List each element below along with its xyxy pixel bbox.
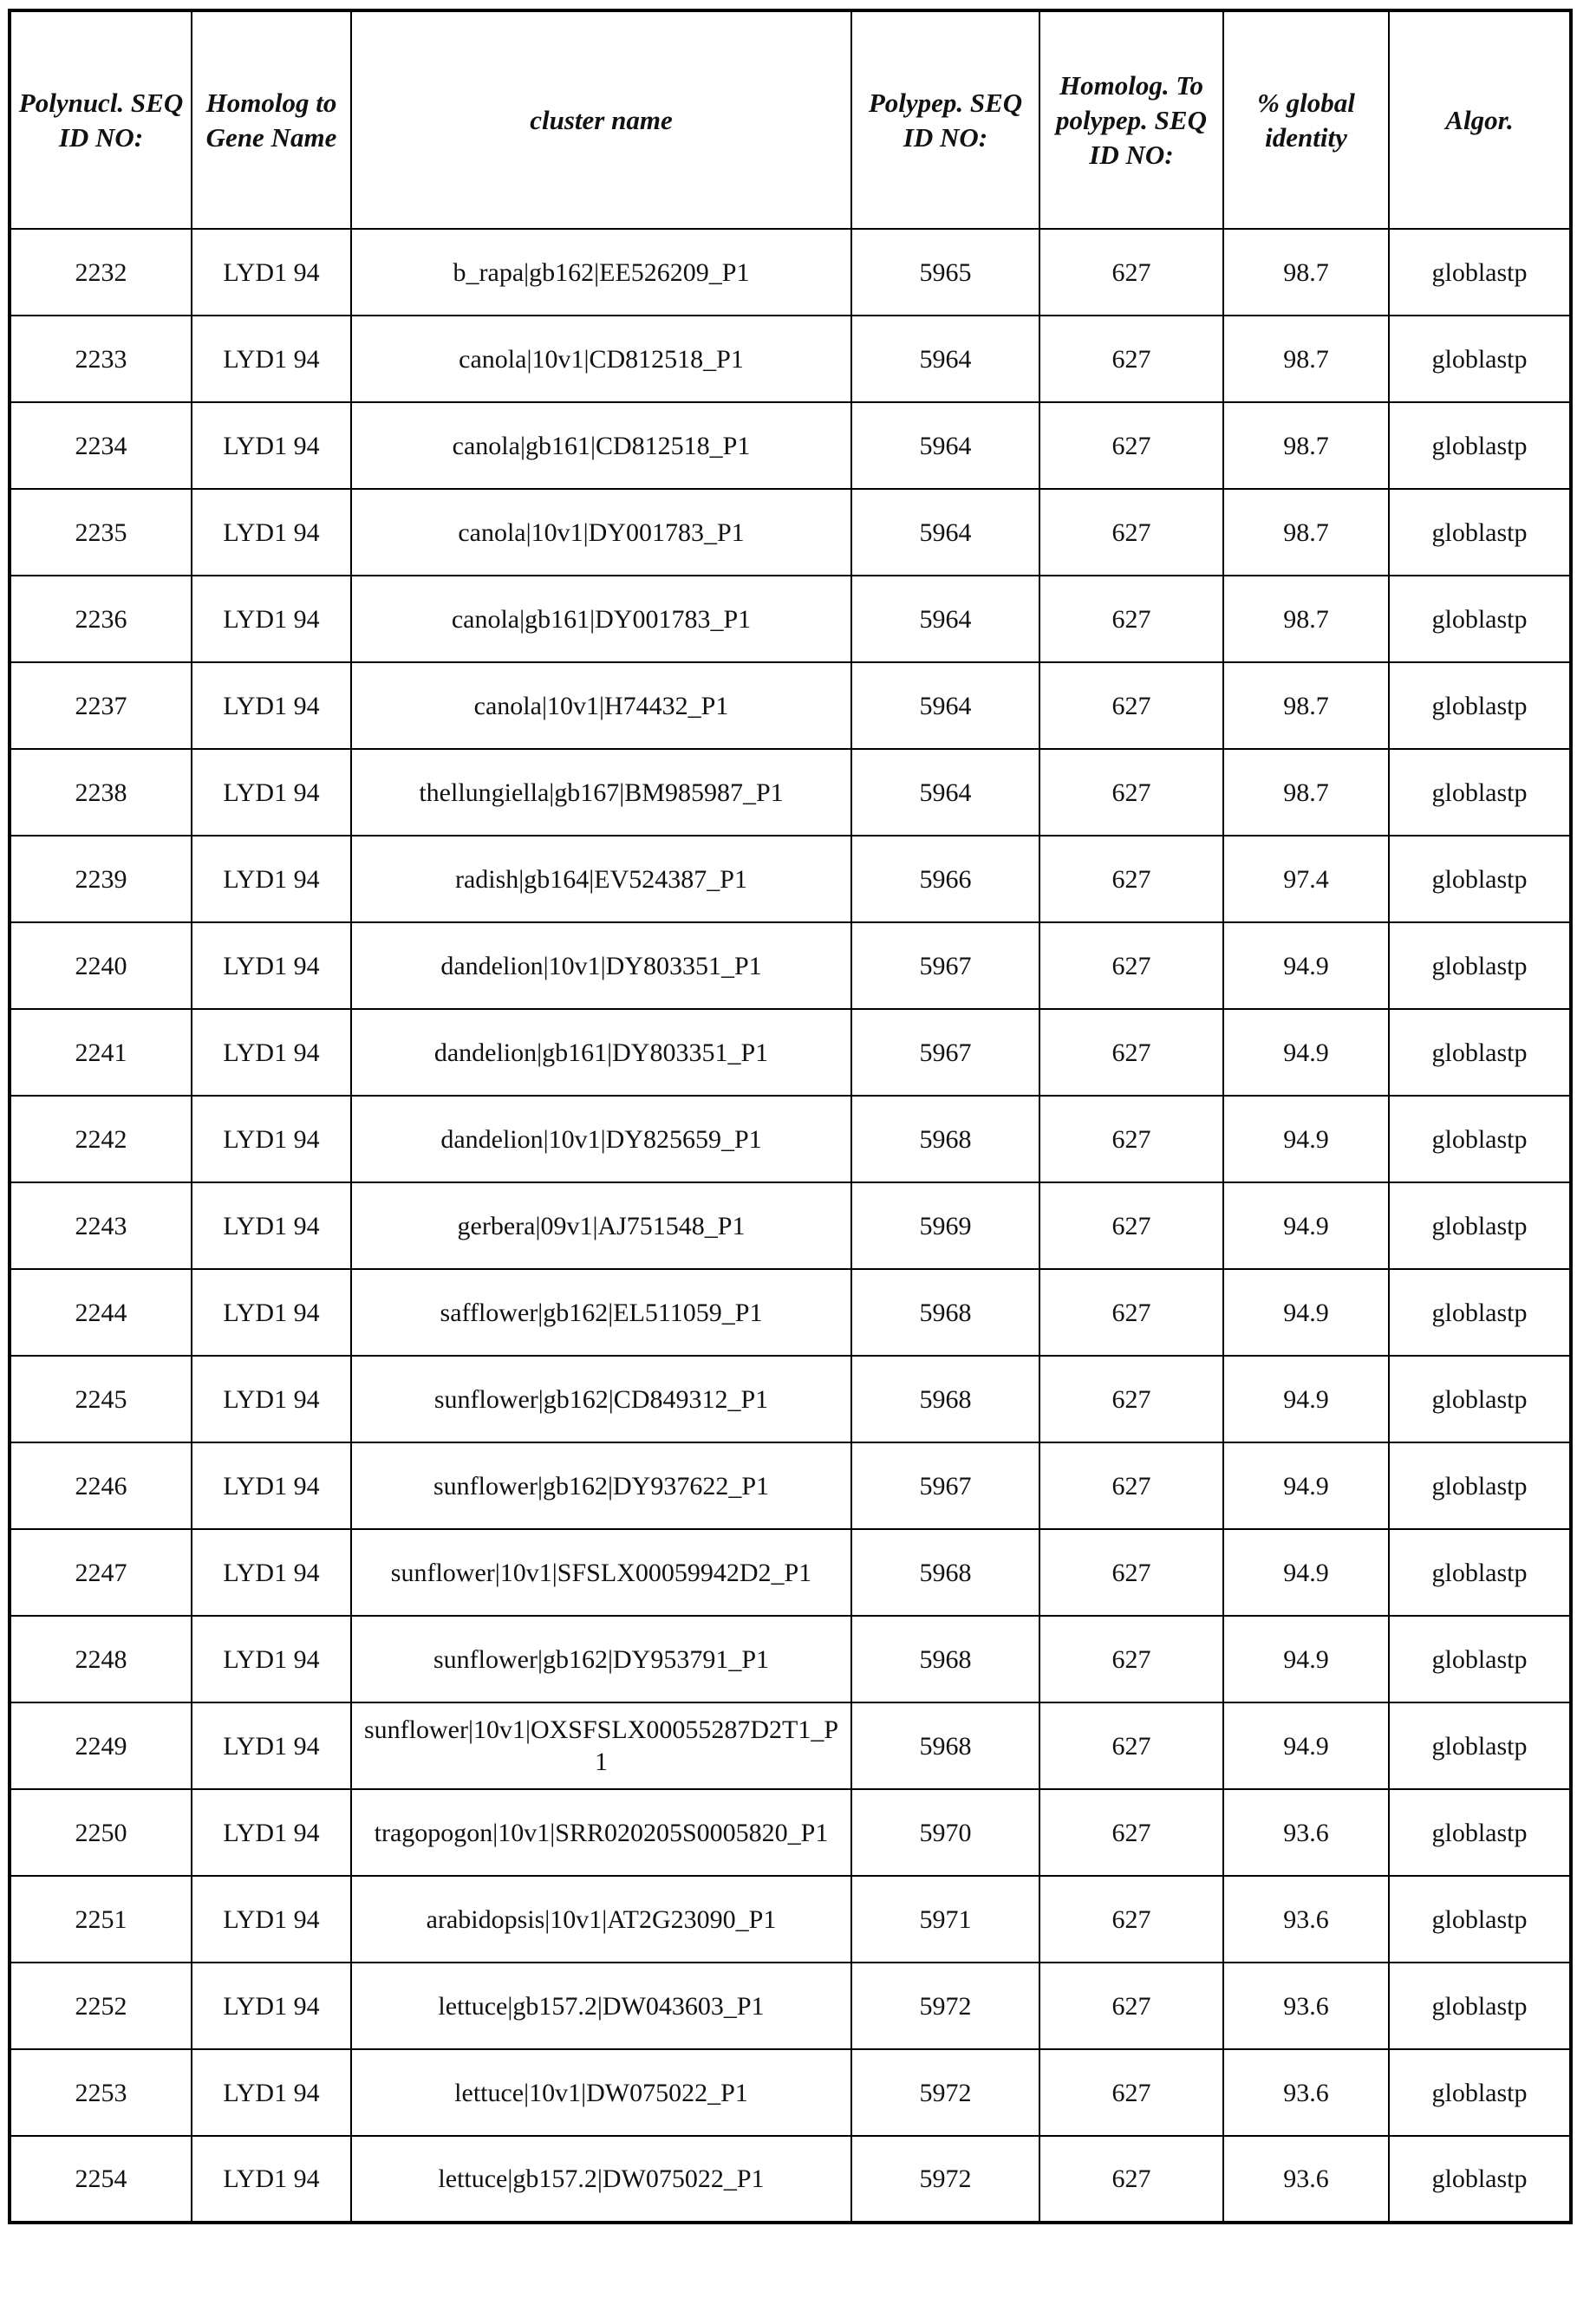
cell-polypep-seq-id: 5967 — [851, 1009, 1039, 1096]
cell-polypep-seq-id: 5972 — [851, 1963, 1039, 2049]
cell-cluster-name: dandelion|10v1|DY803351_P1 — [351, 922, 851, 1009]
cell-polynucl-seq-id: 2253 — [10, 2049, 192, 2136]
cell-algorithm: globlastp — [1389, 1702, 1571, 1789]
cell-gene-name: LYD1 94 — [192, 1182, 351, 1269]
cell-cluster-name: b_rapa|gb162|EE526209_P1 — [351, 229, 851, 316]
cell-global-identity: 93.6 — [1223, 2049, 1389, 2136]
cell-polynucl-seq-id: 2236 — [10, 576, 192, 662]
sequence-homology-table — [8, 9, 1573, 2224]
cell-polypep-seq-id: 5972 — [851, 2136, 1039, 2223]
table-row — [10, 1616, 1571, 1702]
table-row — [10, 1876, 1571, 1963]
table-row — [10, 1182, 1571, 1269]
cell-global-identity: 94.9 — [1223, 1269, 1389, 1356]
cell-algorithm: globlastp — [1389, 229, 1571, 316]
cell-polynucl-seq-id: 2237 — [10, 662, 192, 749]
cell-gene-name: LYD1 94 — [192, 489, 351, 576]
table-header — [10, 10, 1571, 229]
cell-homolog-seq-id: 627 — [1039, 402, 1223, 489]
cell-gene-name: LYD1 94 — [192, 316, 351, 402]
cell-cluster-name: canola|gb161|CD812518_P1 — [351, 402, 851, 489]
cell-polypep-seq-id: 5964 — [851, 489, 1039, 576]
cell-global-identity: 98.7 — [1223, 662, 1389, 749]
cell-cluster-name: thellungiella|gb167|BM985987_P1 — [351, 749, 851, 836]
cell-gene-name: LYD1 94 — [192, 576, 351, 662]
table-row — [10, 836, 1571, 922]
cell-cluster-name: lettuce|gb157.2|DW075022_P1 — [351, 2136, 851, 2223]
cell-polypep-seq-id: 5972 — [851, 2049, 1039, 2136]
cell-algorithm: globlastp — [1389, 2136, 1571, 2223]
col-header-polypep-seq-id: Polypep. SEQ ID NO: — [851, 10, 1039, 229]
cell-gene-name: LYD1 94 — [192, 1096, 351, 1182]
table-row — [10, 1702, 1571, 1789]
cell-polynucl-seq-id: 2240 — [10, 922, 192, 1009]
cell-homolog-seq-id: 627 — [1039, 922, 1223, 1009]
cell-algorithm: globlastp — [1389, 836, 1571, 922]
cell-gene-name: LYD1 94 — [192, 1009, 351, 1096]
cell-homolog-seq-id: 627 — [1039, 1269, 1223, 1356]
cell-polynucl-seq-id: 2232 — [10, 229, 192, 316]
cell-global-identity: 94.9 — [1223, 1182, 1389, 1269]
cell-global-identity: 93.6 — [1223, 2136, 1389, 2223]
cell-polypep-seq-id: 5964 — [851, 662, 1039, 749]
cell-global-identity: 94.9 — [1223, 1616, 1389, 1702]
cell-polypep-seq-id: 5968 — [851, 1529, 1039, 1616]
cell-algorithm: globlastp — [1389, 662, 1571, 749]
cell-algorithm: globlastp — [1389, 1616, 1571, 1702]
table-row — [10, 1442, 1571, 1529]
cell-gene-name: LYD1 94 — [192, 1356, 351, 1442]
col-header-cluster-name: cluster name — [351, 10, 851, 229]
cell-polynucl-seq-id: 2254 — [10, 2136, 192, 2223]
cell-global-identity: 94.9 — [1223, 1096, 1389, 1182]
cell-algorithm: globlastp — [1389, 1356, 1571, 1442]
cell-cluster-name: canola|10v1|CD812518_P1 — [351, 316, 851, 402]
cell-polypep-seq-id: 5964 — [851, 316, 1039, 402]
table-row — [10, 229, 1571, 316]
cell-cluster-name: tragopogon|10v1|SRR020205S0005820_P1 — [351, 1789, 851, 1876]
cell-polynucl-seq-id: 2250 — [10, 1789, 192, 1876]
cell-gene-name: LYD1 94 — [192, 1702, 351, 1789]
cell-algorithm: globlastp — [1389, 576, 1571, 662]
cell-homolog-seq-id: 627 — [1039, 1442, 1223, 1529]
cell-polypep-seq-id: 5968 — [851, 1616, 1039, 1702]
cell-homolog-seq-id: 627 — [1039, 229, 1223, 316]
cell-gene-name: LYD1 94 — [192, 836, 351, 922]
cell-algorithm: globlastp — [1389, 1269, 1571, 1356]
cell-polypep-seq-id: 5967 — [851, 922, 1039, 1009]
cell-polypep-seq-id: 5970 — [851, 1789, 1039, 1876]
cell-algorithm: globlastp — [1389, 1876, 1571, 1963]
cell-gene-name: LYD1 94 — [192, 1963, 351, 2049]
cell-homolog-seq-id: 627 — [1039, 576, 1223, 662]
cell-gene-name: LYD1 94 — [192, 749, 351, 836]
cell-homolog-seq-id: 627 — [1039, 1096, 1223, 1182]
cell-polynucl-seq-id: 2238 — [10, 749, 192, 836]
cell-cluster-name: gerbera|09v1|AJ751548_P1 — [351, 1182, 851, 1269]
cell-global-identity: 94.9 — [1223, 1702, 1389, 1789]
cell-homolog-seq-id: 627 — [1039, 836, 1223, 922]
table-row — [10, 1009, 1571, 1096]
cell-polynucl-seq-id: 2243 — [10, 1182, 192, 1269]
cell-homolog-seq-id: 627 — [1039, 489, 1223, 576]
cell-homolog-seq-id: 627 — [1039, 2136, 1223, 2223]
cell-global-identity: 98.7 — [1223, 749, 1389, 836]
col-header-polynucl-seq-id: Polynucl. SEQ ID NO: — [10, 10, 192, 229]
cell-homolog-seq-id: 627 — [1039, 1356, 1223, 1442]
cell-cluster-name: sunflower|gb162|CD849312_P1 — [351, 1356, 851, 1442]
cell-cluster-name: canola|10v1|DY001783_P1 — [351, 489, 851, 576]
cell-algorithm: globlastp — [1389, 316, 1571, 402]
cell-gene-name: LYD1 94 — [192, 1876, 351, 1963]
table-row — [10, 2049, 1571, 2136]
cell-cluster-name: lettuce|gb157.2|DW043603_P1 — [351, 1963, 851, 2049]
cell-cluster-name: canola|10v1|H74432_P1 — [351, 662, 851, 749]
cell-algorithm: globlastp — [1389, 1789, 1571, 1876]
cell-polynucl-seq-id: 2245 — [10, 1356, 192, 1442]
cell-homolog-seq-id: 627 — [1039, 1182, 1223, 1269]
table-row — [10, 1789, 1571, 1876]
cell-polypep-seq-id: 5968 — [851, 1356, 1039, 1442]
cell-homolog-seq-id: 627 — [1039, 1616, 1223, 1702]
cell-polypep-seq-id: 5968 — [851, 1269, 1039, 1356]
cell-algorithm: globlastp — [1389, 1096, 1571, 1182]
cell-cluster-name: dandelion|10v1|DY825659_P1 — [351, 1096, 851, 1182]
cell-polynucl-seq-id: 2233 — [10, 316, 192, 402]
cell-gene-name: LYD1 94 — [192, 2136, 351, 2223]
table-row — [10, 1269, 1571, 1356]
cell-global-identity: 98.7 — [1223, 576, 1389, 662]
table-row — [10, 1096, 1571, 1182]
cell-algorithm: globlastp — [1389, 1963, 1571, 2049]
cell-homolog-seq-id: 627 — [1039, 1702, 1223, 1789]
cell-polynucl-seq-id: 2235 — [10, 489, 192, 576]
table-row — [10, 576, 1571, 662]
cell-polypep-seq-id: 5964 — [851, 576, 1039, 662]
cell-gene-name: LYD1 94 — [192, 1529, 351, 1616]
cell-cluster-name: lettuce|10v1|DW075022_P1 — [351, 2049, 851, 2136]
cell-cluster-name: radish|gb164|EV524387_P1 — [351, 836, 851, 922]
cell-polypep-seq-id: 5968 — [851, 1096, 1039, 1182]
cell-homolog-seq-id: 627 — [1039, 2049, 1223, 2136]
cell-polypep-seq-id: 5968 — [851, 1702, 1039, 1789]
cell-cluster-name: sunflower|gb162|DY953791_P1 — [351, 1616, 851, 1702]
cell-polynucl-seq-id: 2234 — [10, 402, 192, 489]
cell-polynucl-seq-id: 2251 — [10, 1876, 192, 1963]
cell-gene-name: LYD1 94 — [192, 922, 351, 1009]
cell-algorithm: globlastp — [1389, 1442, 1571, 1529]
table-row — [10, 662, 1571, 749]
cell-polynucl-seq-id: 2242 — [10, 1096, 192, 1182]
cell-homolog-seq-id: 627 — [1039, 1963, 1223, 2049]
col-header-global-identity: % global identity — [1223, 10, 1389, 229]
table-row — [10, 1529, 1571, 1616]
cell-gene-name: LYD1 94 — [192, 662, 351, 749]
cell-global-identity: 98.7 — [1223, 316, 1389, 402]
cell-polypep-seq-id: 5965 — [851, 229, 1039, 316]
cell-polynucl-seq-id: 2244 — [10, 1269, 192, 1356]
cell-algorithm: globlastp — [1389, 922, 1571, 1009]
cell-homolog-seq-id: 627 — [1039, 316, 1223, 402]
cell-cluster-name: sunflower|gb162|DY937622_P1 — [351, 1442, 851, 1529]
cell-polynucl-seq-id: 2239 — [10, 836, 192, 922]
col-header-homolog-polypep-seq-id: Homolog. To polypep. SEQ ID NO: — [1039, 10, 1223, 229]
cell-global-identity: 97.4 — [1223, 836, 1389, 922]
cell-global-identity: 93.6 — [1223, 1876, 1389, 1963]
cell-cluster-name: sunflower|10v1|OXSFSLX00055287D2T1_P1 — [351, 1702, 851, 1789]
cell-algorithm: globlastp — [1389, 489, 1571, 576]
cell-algorithm: globlastp — [1389, 402, 1571, 489]
cell-polynucl-seq-id: 2248 — [10, 1616, 192, 1702]
table-row — [10, 2136, 1571, 2223]
cell-global-identity: 94.9 — [1223, 1356, 1389, 1442]
table-row — [10, 922, 1571, 1009]
cell-gene-name: LYD1 94 — [192, 2049, 351, 2136]
cell-cluster-name: arabidopsis|10v1|AT2G23090_P1 — [351, 1876, 851, 1963]
col-header-algorithm: Algor. — [1389, 10, 1571, 229]
cell-gene-name: LYD1 94 — [192, 1789, 351, 1876]
cell-global-identity: 94.9 — [1223, 1529, 1389, 1616]
cell-gene-name: LYD1 94 — [192, 1616, 351, 1702]
table-row — [10, 316, 1571, 402]
cell-polypep-seq-id: 5969 — [851, 1182, 1039, 1269]
cell-polypep-seq-id: 5964 — [851, 402, 1039, 489]
cell-global-identity: 98.7 — [1223, 229, 1389, 316]
table-row — [10, 1356, 1571, 1442]
cell-homolog-seq-id: 627 — [1039, 1789, 1223, 1876]
table-row — [10, 749, 1571, 836]
cell-cluster-name: sunflower|10v1|SFSLX00059942D2_P1 — [351, 1529, 851, 1616]
cell-gene-name: LYD1 94 — [192, 1442, 351, 1529]
table-row — [10, 489, 1571, 576]
cell-global-identity: 94.9 — [1223, 1442, 1389, 1529]
cell-global-identity: 94.9 — [1223, 922, 1389, 1009]
cell-polypep-seq-id: 5967 — [851, 1442, 1039, 1529]
cell-polypep-seq-id: 5966 — [851, 836, 1039, 922]
cell-cluster-name: canola|gb161|DY001783_P1 — [351, 576, 851, 662]
cell-polynucl-seq-id: 2246 — [10, 1442, 192, 1529]
cell-cluster-name: safflower|gb162|EL511059_P1 — [351, 1269, 851, 1356]
col-header-homolog-gene-name: Homolog to Gene Name — [192, 10, 351, 229]
header-row — [10, 10, 1571, 229]
cell-algorithm: globlastp — [1389, 1009, 1571, 1096]
cell-polynucl-seq-id: 2252 — [10, 1963, 192, 2049]
cell-homolog-seq-id: 627 — [1039, 1876, 1223, 1963]
cell-homolog-seq-id: 627 — [1039, 1529, 1223, 1616]
cell-global-identity: 98.7 — [1223, 489, 1389, 576]
cell-gene-name: LYD1 94 — [192, 229, 351, 316]
cell-global-identity: 98.7 — [1223, 402, 1389, 489]
cell-algorithm: globlastp — [1389, 1529, 1571, 1616]
cell-gene-name: LYD1 94 — [192, 402, 351, 489]
cell-polypep-seq-id: 5971 — [851, 1876, 1039, 1963]
cell-algorithm: globlastp — [1389, 2049, 1571, 2136]
table-row — [10, 1963, 1571, 2049]
cell-polynucl-seq-id: 2247 — [10, 1529, 192, 1616]
cell-polynucl-seq-id: 2241 — [10, 1009, 192, 1096]
cell-polynucl-seq-id: 2249 — [10, 1702, 192, 1789]
cell-algorithm: globlastp — [1389, 1182, 1571, 1269]
cell-algorithm: globlastp — [1389, 749, 1571, 836]
cell-homolog-seq-id: 627 — [1039, 1009, 1223, 1096]
cell-gene-name: LYD1 94 — [192, 1269, 351, 1356]
table-row — [10, 402, 1571, 489]
cell-global-identity: 94.9 — [1223, 1009, 1389, 1096]
cell-global-identity: 93.6 — [1223, 1963, 1389, 2049]
cell-polypep-seq-id: 5964 — [851, 749, 1039, 836]
cell-homolog-seq-id: 627 — [1039, 662, 1223, 749]
cell-cluster-name: dandelion|gb161|DY803351_P1 — [351, 1009, 851, 1096]
cell-global-identity: 93.6 — [1223, 1789, 1389, 1876]
table-body — [10, 229, 1571, 2223]
cell-homolog-seq-id: 627 — [1039, 749, 1223, 836]
